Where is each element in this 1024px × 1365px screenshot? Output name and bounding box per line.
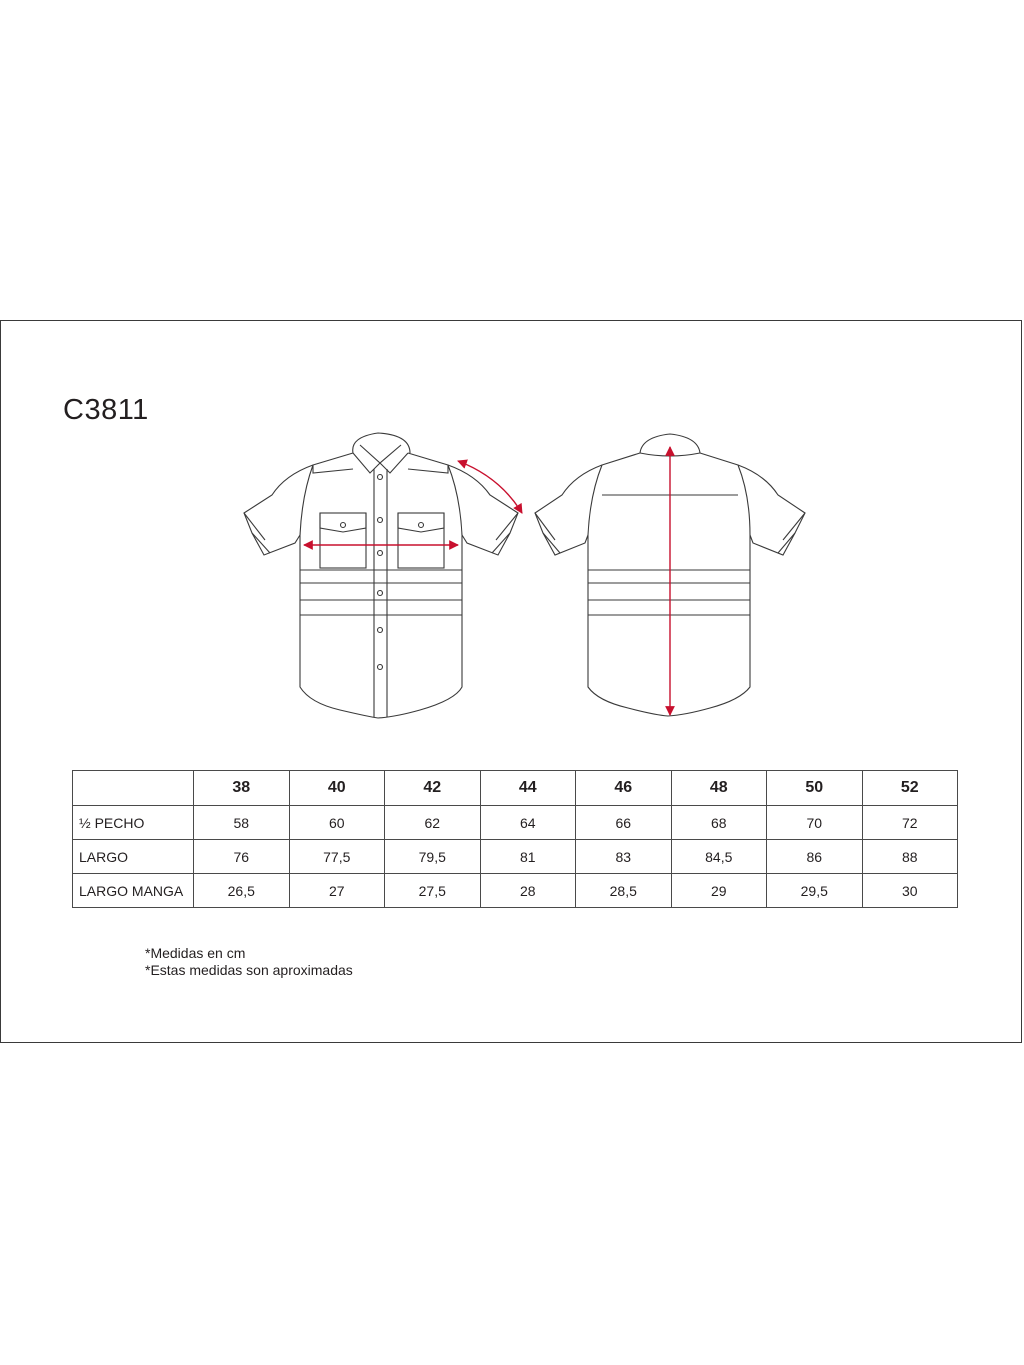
- note-units: *Medidas en cm: [145, 945, 246, 961]
- garment-drawings: [230, 425, 820, 725]
- table-cell: 62: [385, 806, 481, 840]
- table-cell: 27,5: [385, 874, 481, 908]
- table-cell: 29: [671, 874, 767, 908]
- table-cell: 76: [194, 840, 290, 874]
- size-header-cell: 52: [862, 771, 958, 806]
- measurement-notes: [145, 945, 353, 979]
- table-row: [73, 840, 958, 874]
- table-cell: 29,5: [767, 874, 863, 908]
- table-cell: 81: [480, 840, 576, 874]
- table-cell: 28,5: [576, 874, 672, 908]
- table-cell: 86: [767, 840, 863, 874]
- table-cell: 58: [194, 806, 290, 840]
- table-cell: 64: [480, 806, 576, 840]
- row-label-half-chest: ½ PECHO: [73, 806, 194, 840]
- table-row: [73, 874, 958, 908]
- row-label-length: LARGO: [73, 840, 194, 874]
- table-cell: 60: [289, 806, 385, 840]
- size-header-cell: 48: [671, 771, 767, 806]
- size-header-cell: 44: [480, 771, 576, 806]
- table-cell: 26,5: [194, 874, 290, 908]
- product-code-title: C3811: [63, 394, 149, 426]
- table-cell: 77,5: [289, 840, 385, 874]
- table-cell: 70: [767, 806, 863, 840]
- size-header-cell: 42: [385, 771, 481, 806]
- table-cell: 66: [576, 806, 672, 840]
- size-header-cell: 46: [576, 771, 672, 806]
- sleeve-measure-arrow: [458, 461, 522, 513]
- table-cell: 68: [671, 806, 767, 840]
- table-cell: 79,5: [385, 840, 481, 874]
- size-chart-table: [72, 770, 958, 908]
- size-header-cell: 38: [194, 771, 290, 806]
- table-row: [73, 806, 958, 840]
- table-cell: 30: [862, 874, 958, 908]
- table-cell: 28: [480, 874, 576, 908]
- table-cell: 83: [576, 840, 672, 874]
- size-header-cell: 50: [767, 771, 863, 806]
- size-header-row: [73, 771, 958, 806]
- table-cell: 27: [289, 874, 385, 908]
- header-blank-cell: [73, 771, 194, 806]
- note-approximate: *Estas medidas son aproximadas: [145, 962, 353, 978]
- table-cell: 84,5: [671, 840, 767, 874]
- size-header-cell: 40: [289, 771, 385, 806]
- shirt-front-icon: [244, 433, 518, 718]
- table-cell: 72: [862, 806, 958, 840]
- row-label-sleeve-length: LARGO MANGA: [73, 874, 194, 908]
- table-cell: 88: [862, 840, 958, 874]
